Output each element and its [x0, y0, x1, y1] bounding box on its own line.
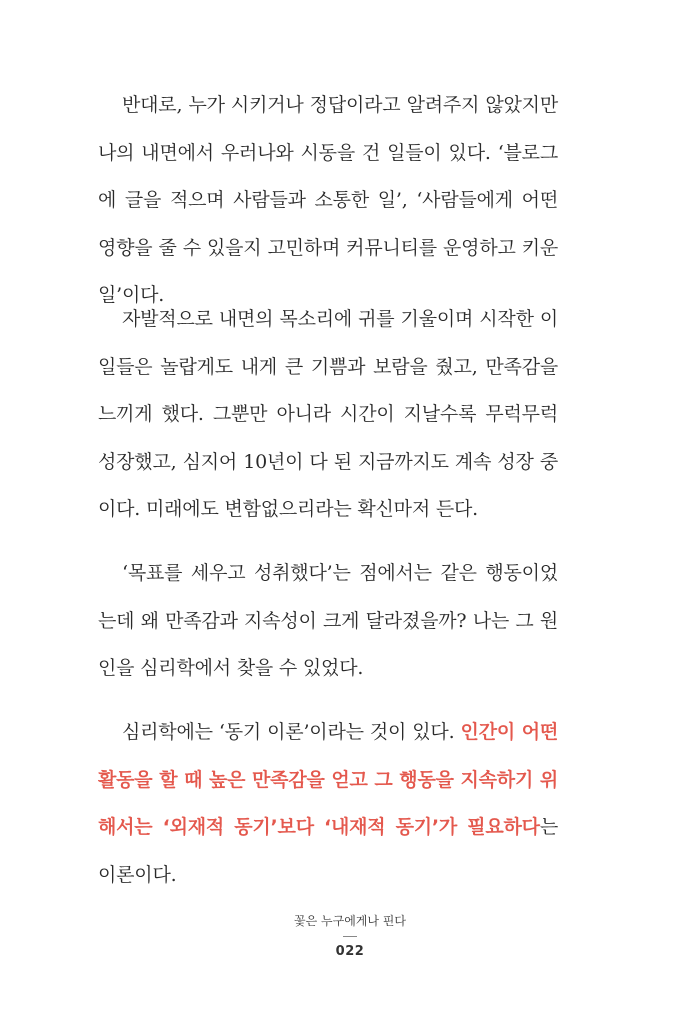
- body-paragraph-1: 반대로, 누가 시키거나 정답이라고 알려주지 않았지만 나의 내면에서 우러나와 시동을 건 일들이 있다. ‘블로그에 글을 적으며 사람들과 소통한 일’, ‘사람들에게 어떤 영향을 줄 수 있을지 고민하며 커뮤니티를 운영하고 키운 일’이다.: [98, 94, 558, 306]
- paragraph-4-intro: 심리학에는 ‘동기 이론’이라는 것이 있다.: [122, 721, 461, 743]
- highlighted-key-sentence: 인간이 어떤 활동을 할 때 높은 만족감을 얻고 그 행동을 지속하기 위해서는 ‘외재적 동기’보다 ‘내재적 동기’가 필요하다: [98, 721, 559, 838]
- footer-divider: [343, 936, 357, 937]
- body-paragraph-3: ‘목표를 세우고 성취했다’는 점에서는 같은 행동이었는데 왜 만족감과 지속성이 크게 달라졌을까? 나는 그 원인을 심리학에서 찾을 수 있었다.: [98, 562, 558, 679]
- page-number: 022: [335, 944, 365, 959]
- body-paragraph-4: [98, 709, 558, 899]
- body-paragraph-2: 자발적으로 내면의 목소리에 귀를 기울이며 시작한 이 일들은 놀랍게도 내게 큰 기쁨과 보람을 줬고, 만족감을 느끼게 했다. 그뿐만 아니라 시간이 지날수록 무럭무럭 성장했고, 심지어 10년이 다 된 지금까지도 계속 성장 중이다. 미래에도 변함없으리라는 확신마저 든다.: [98, 308, 558, 520]
- running-footer-book-title: 꽃은 누구에게나 핀다: [294, 914, 406, 928]
- paragraph-4-outro: 는 이론이다.: [98, 816, 558, 886]
